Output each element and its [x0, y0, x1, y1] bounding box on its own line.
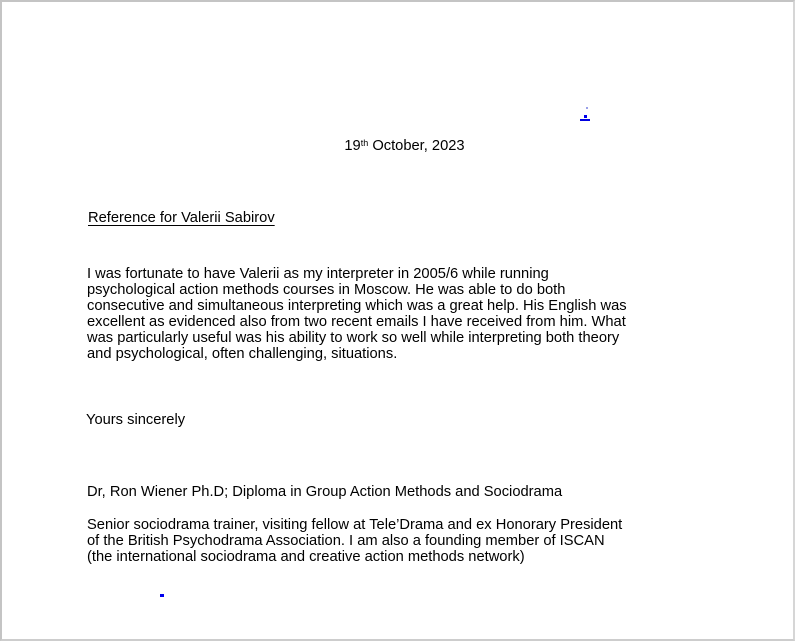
body-line: and psychological, often challenging, situations.: [87, 346, 398, 362]
body-line: was particularly useful was his ability to work so well while interpreting both theory: [87, 330, 620, 346]
hyperlink-artifact-underline: [580, 119, 590, 121]
closing-line: [86, 412, 185, 428]
body-line: excellent as evidenced also from two recent emails I have received from him. What: [87, 314, 626, 330]
date-text: [344, 138, 464, 154]
body-line: consecutive and simultaneous interpreting which was a great help. His English was: [87, 298, 627, 314]
letter-heading: [88, 210, 275, 226]
credentials-line: Senior sociodrama trainer, visiting fellow at Tele’Drama and ex Honorary President: [87, 517, 623, 533]
tiny-hyperlink-artifact-bottom[interactable]: [159, 594, 164, 598]
date-day: 19: [344, 138, 361, 154]
letter-heading-text: Reference for Valerii Sabirov: [88, 210, 275, 226]
body-paragraph: [87, 266, 627, 362]
date-ordinal-superscript: th: [360, 137, 369, 148]
tiny-hyperlink-artifact-top[interactable]: [580, 106, 591, 122]
credentials-line: of the British Psychodrama Association. I am also a founding member of ISCAN: [87, 533, 605, 549]
hyperlink-artifact-glyph: [584, 115, 587, 118]
body-line: psychological action methods courses in Moscow. He was able to do both: [87, 282, 566, 298]
body-line: I was fortunate to have Valerii as my interpreter in 2005/6 while running: [87, 266, 549, 282]
signature-line: [87, 484, 562, 500]
hyperlink-artifact-glyph: [160, 594, 164, 597]
credentials-line: (the international sociodrama and creative action methods network): [87, 549, 525, 565]
credentials-paragraph: [87, 517, 622, 565]
hyperlink-artifact-dot: [586, 107, 588, 109]
closing-text: Yours sincerely: [86, 412, 186, 428]
date-rest: October, 2023: [368, 138, 465, 154]
signature-text: Dr, Ron Wiener Ph.D; Diploma in Group Action Methods and Sociodrama: [87, 484, 563, 500]
date-line: [87, 137, 722, 155]
